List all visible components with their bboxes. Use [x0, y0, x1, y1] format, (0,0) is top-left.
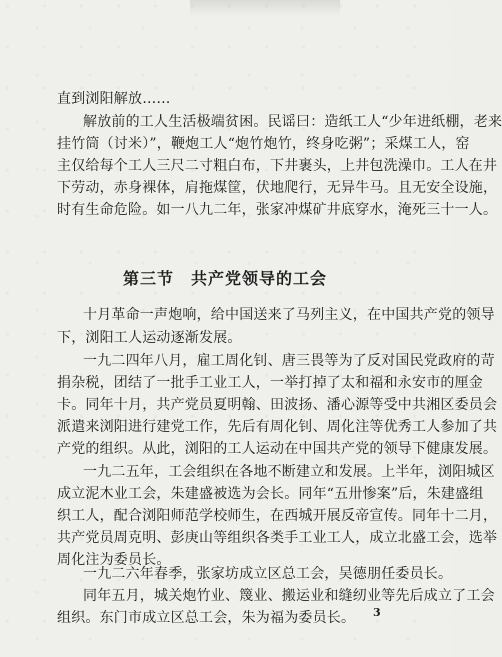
text-line: 主仅给每个工人三尺二寸粗白布，下井裹头，上井包洗澡巾。工人在井 [57, 158, 498, 174]
text-line: 卡。同年十月，共产党员夏明翰、田波扬、潘心源等受中共湘区委员会 [57, 397, 498, 413]
text-line: 下劳动，赤身裸体，肩拖煤筐，伏地爬行，无异牛马。且无安全设施， [57, 180, 498, 196]
text-line: 捐杂税，团结了一批手工业工人，一举打掉了太和福和永安市的厘金 [57, 375, 483, 391]
text-line: 直到浏阳解放…… [57, 91, 171, 107]
page-number: 3 [373, 606, 381, 619]
text-line: 十月革命一声炮响，给中国送来了马列主义，在中国共产党的领导 [83, 307, 495, 323]
text-line: 派遣来浏阳进行建党工作，先后有周化钊、周化注等优秀工人参加了共 [57, 419, 498, 435]
text-line: 解放前的工人生活极端贫困。民谣曰：造纸工人“少年进纸棚，老来 [83, 114, 502, 130]
section-heading: 第三节 共产党领导的工会 [122, 269, 327, 288]
text-line: 一九二四年八月，雇工周化钊、唐三畏等为了反对国民党政府的苛 [83, 353, 495, 369]
text-line: 成立泥木业工会，朱建盛被选为会长。同年“五卅惨案”后，朱建盛组 [57, 486, 484, 502]
text-line: 周化注为委员长。 [57, 552, 171, 568]
text-line: 时有生命危险。如一八九二年，张家冲煤矿井底穿水，淹死三十一人。 [57, 202, 498, 218]
text-line: 一九二六年春季，张家坊成立区总工会，吴德朋任委员长。 [83, 566, 453, 582]
text-line: 一九二五年，工会组织在各地不断建立和发展。上半年，浏阳城区 [83, 464, 495, 480]
text-line: 产党的组织。从此，浏阳的工人运动在中国共产党的领导下健康发展。 [57, 441, 498, 457]
text-line: 下，浏阳工人运动逐渐发展。 [57, 330, 242, 346]
text-line: 同年五月，城关炮竹业、篾业、搬运业和缝纫业等先后成立了工会 [83, 588, 495, 604]
text-line: 组织。东门市成立区总工会，朱为福为委员长。 [57, 610, 356, 626]
text-line: 共产党员周克明、彭庚山等组织各类手工业工人，成立北盛工会，选举 [57, 530, 498, 546]
text-line: 织工人，配合浏阳师范学校师生，在西城开展反帝宣传。同年十二月， [57, 508, 498, 524]
text-line: 挂竹筒（讨米）”，鞭炮工人“炮竹炮竹，终身吃粥”；采煤工人，窑 [57, 136, 470, 152]
scan-smudge [190, 0, 340, 16]
